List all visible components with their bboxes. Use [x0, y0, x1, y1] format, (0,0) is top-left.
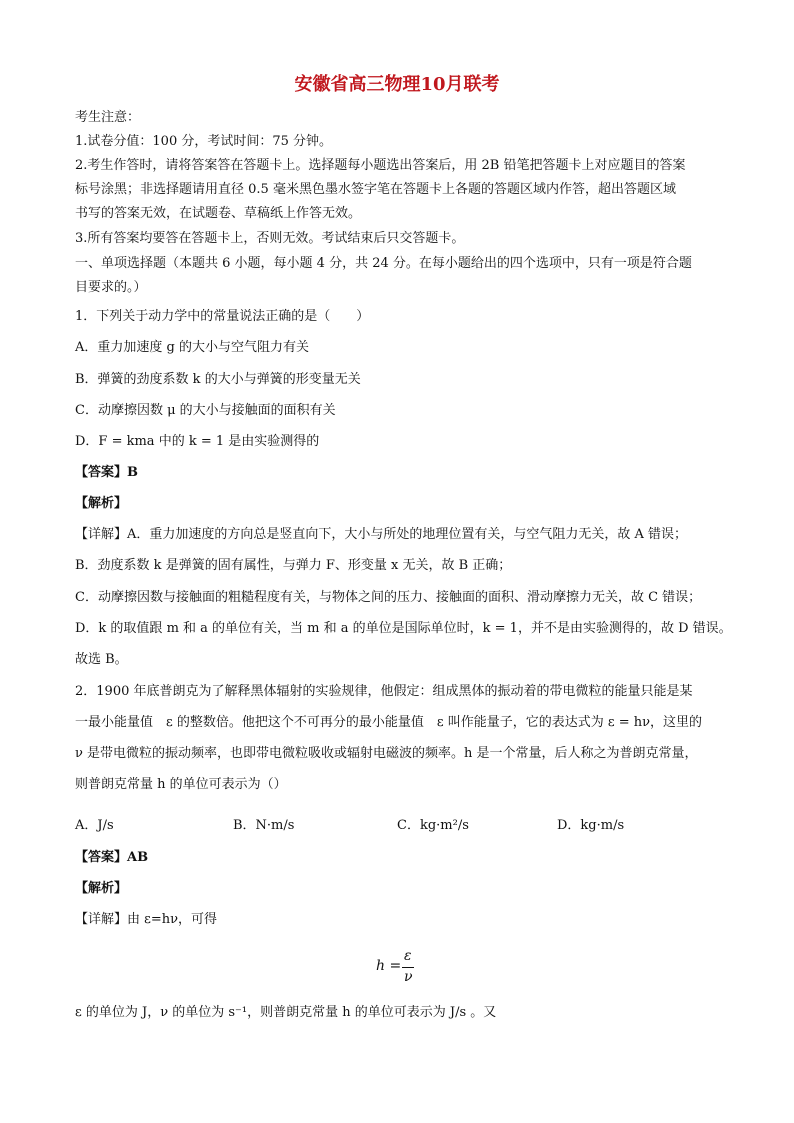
- q1-conclusion: 故选 B。: [75, 652, 128, 667]
- q1-stem: 1．下列关于动力学中的常量说法正确的是（ ）: [75, 309, 370, 324]
- q2-stem-2: 一最小能量值 ε 的整数倍。他把这个不可再分的最小能量值 ε 叫作能量子，它的表达式为 ε = hν，这里的: [75, 715, 703, 730]
- q1-option-a: A．重力加速度 g 的大小与空气阻力有关: [75, 340, 309, 355]
- q2-option-a: A．J/s: [75, 818, 114, 833]
- q2-detail: 【详解】由 ε=hν，可得: [75, 912, 218, 927]
- q2-stem-1: 2．1900 年底普朗克为了解释黑体辐射的实验规律，他假定：组成黑体的振动着的带电微粒的能量只能是某: [75, 684, 693, 699]
- notice-item-3: 3.所有答案均要答在答题卡上，否则无效。考试结束后只交答题卡。: [75, 231, 465, 246]
- q2-answer: 【答案】AB: [75, 850, 149, 865]
- notice-item-2-cont: 标号涂黑；非选择题请用直径 0.5 毫米黑色墨水签字笔在答题卡上各题的答题区域内作答，超出答题区域: [75, 182, 676, 197]
- notice-item-1: 1.试卷分值：100 分，考试时间：75 分钟。: [75, 134, 333, 149]
- q1-option-b: B．弹簧的劲度系数 k 的大小与弹簧的形变量无关: [75, 372, 361, 387]
- q2-stem-3: ν 是带电微粒的振动频率，也即带电微粒吸收或辐射电磁波的频率。h 是一个常量，后人称之为普朗克常量，: [75, 746, 698, 761]
- section-heading-cont: 目要求的。）: [75, 280, 147, 295]
- formula-lhs: h =: [376, 958, 402, 974]
- planck-formula: [376, 948, 436, 988]
- q1-option-d: D．F = kma 中的 k = 1 是由实验测得的: [75, 434, 320, 449]
- q2-analysis-label: 【解析】: [75, 881, 128, 896]
- notice-item-2-cont2: 书写的答案无效，在试题卷、草稿纸上作答无效。: [75, 206, 362, 221]
- formula-denominator: ν: [404, 969, 413, 985]
- q2-stem-4: 则普朗克常量 h 的单位可表示为（）: [75, 777, 287, 792]
- q1-analysis-label: 【解析】: [75, 496, 128, 511]
- q2-option-b: B．N·m/s: [233, 818, 295, 833]
- q1-answer: 【答案】B: [75, 465, 138, 480]
- fraction-bar: [402, 967, 414, 968]
- q1-detail-a: 【详解】A．重力加速度的方向总是竖直向下，大小与所处的地理位置有关，与空气阻力无关，故 A 错误；: [75, 527, 688, 542]
- q2-option-d: D．kg·m/s: [557, 818, 625, 833]
- q1-detail-c: C．动摩擦因数与接触面的粗糙程度有关，与物体之间的压力、接触面的面积、滑动摩擦力无关，故 C 错误；: [75, 590, 702, 605]
- page-title: 安徽省高三物理10月联考: [294, 74, 500, 95]
- section-heading: 一、单项选择题（本题共 6 小题，每小题 4 分，共 24 分。在每小题给出的四个选项中，只有一项是符合题: [75, 256, 692, 271]
- q1-option-c: C．动摩擦因数 μ 的大小与接触面的面积有关: [75, 403, 336, 418]
- formula-numerator: ε: [404, 948, 412, 964]
- notice-item-2: 2.考生作答时，请将答案答在答题卡上。选择题每小题选出答案后，用 2B 铅笔把答题卡上对应题目的答案: [75, 158, 686, 173]
- notice-heading: 考生注意：: [75, 110, 141, 125]
- q2-units-text: ε 的单位为 J，ν 的单位为 s⁻¹，则普朗克常量 h 的单位可表示为 J/s 。又: [75, 1005, 497, 1020]
- q2-option-c: C．kg·m²/s: [397, 818, 469, 833]
- q1-detail-b: B．劲度系数 k 是弹簧的固有属性，与弹力 F、形变量 x 无关，故 B 正确；: [75, 558, 512, 573]
- q1-detail-d: D．k 的取值跟 m 和 a 的单位有关，当 m 和 a 的单位是国际单位时，k = 1，并不是由实验测得的，故 D 错误。: [75, 621, 732, 636]
